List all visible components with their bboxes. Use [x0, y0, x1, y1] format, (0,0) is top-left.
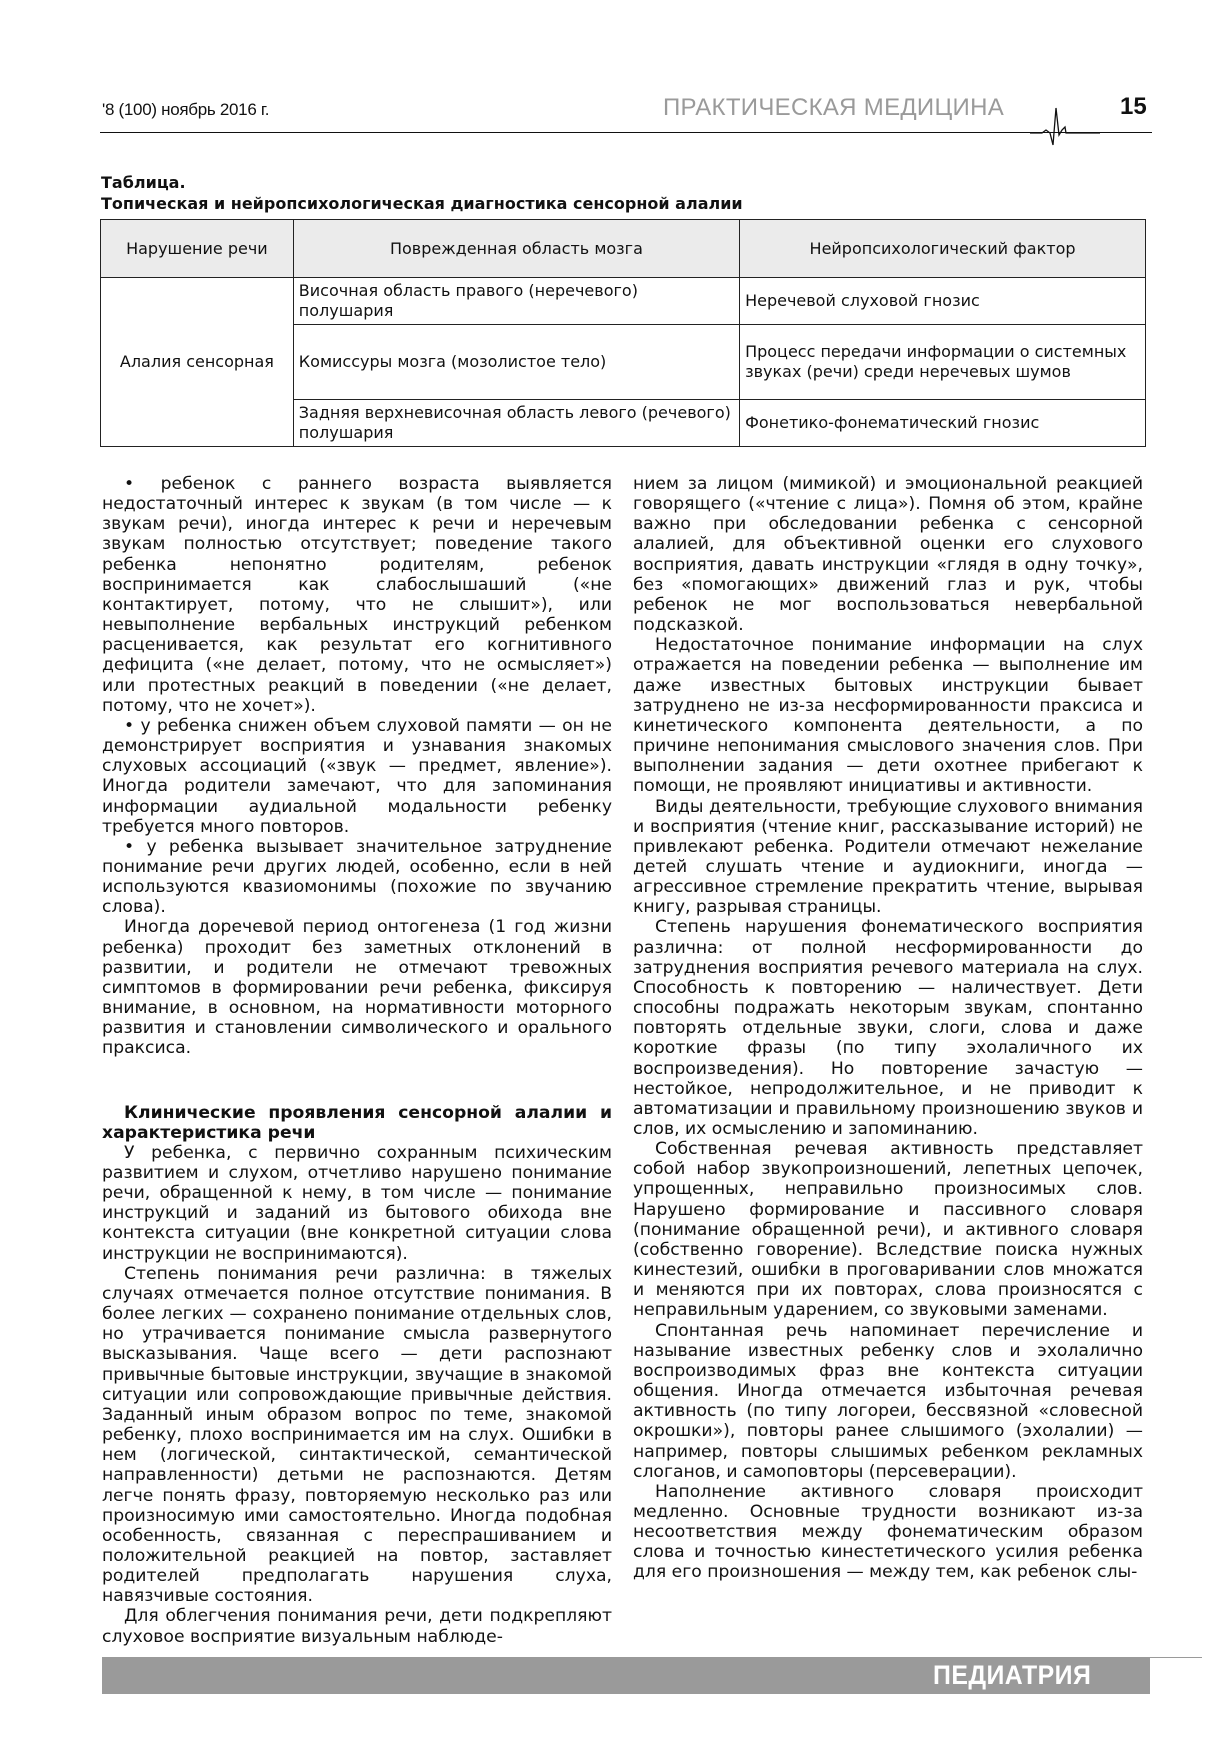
header-rule: [100, 132, 1152, 133]
body-paragraph: Степень нарушения фонематического восприятия различна: от полной несформированности до затруднения восприятия речевого материала на слух. Способность к повторению — наличествует. Дети способны подражать некоторым звукам, спонтанно повторять отдельные звуки, слоги, слова и даже короткие фразы (по типу эхолаличного их воспроизведения). Но повторение зачастую — нестойкое, непродолжительное, и не приводит к автоматизации и правильному произношению звуков и слов, их осмыслению и запоминанию.: [633, 917, 1143, 1139]
body-paragraph: • ребенок с раннего возраста выявляется недостаточный интерес к звукам (в том числе — к звукам речи), иногда интерес к речи и неречевым звукам полностью отсутствует; поведение такого ребенка непонятно родителям, ребенок воспринимается как слабослышаший («не контактирует, потому, что не слышит»), или невыполнение вербальных инструкций ребенком расценивается, как результат его когнитивного дефицита («не делает, потому, что не осмысляет») или протестных реакций в поведении («не делает, потому, что не хочет»).: [102, 474, 612, 716]
body-paragraph: нием за лицом (мимикой) и эмоциональной реакцией говорящего («чтение с лица»). Помня об этом, крайне важно при обследовании ребенка с сенсорной алалией, для объективной оценки его слухового восприятия, давать инструкции «глядя в одну точку», без «помогающих» движений глаз и рук, чтобы ребенок не мог воспользоваться невербальной подсказкой.: [633, 474, 1143, 636]
body-paragraph: Для облегчения понимания речи, дети подкрепляют слуховое восприятие визуальным наблюде-: [102, 1606, 612, 1647]
table-row: [101, 278, 1146, 325]
table-caption-title: Топическая и нейропсихологическая диагностика сенсорной алалии: [101, 194, 743, 213]
body-paragraph: • у ребенка вызывает значительное затруднение понимание речи других людей, особенно, если в ней используются квазиомонимы (похожие по звучанию слова).: [102, 836, 612, 918]
issue-info: '8 (100) ноябрь 2016 г.: [102, 100, 270, 119]
column-header: Поврежденная область мозга: [293, 220, 739, 278]
body-paragraph: Наполнение активного словаря происходит медленно. Основные трудности возникают из-за несоответствия между фонематическим образом слова и точностью кинестетического усилия ребенка для его произношения — между тем, как ребенок слы-: [633, 1481, 1143, 1583]
section-heading: Клинические проявления сенсорной алалии и характеристика речи: [102, 1102, 612, 1143]
body-paragraph: Иногда доречевой период онтогенеза (1 год жизни ребенка) проходит без заметных отклонений в развитии, и родители не отмечают тревожных симптомов в формировании речи ребенка, фиксируя внимание, в основном, на нормативности моторного развития и становлении символического и орального праксиса.: [102, 917, 612, 1059]
body-paragraph: Степень понимания речи различна: в тяжелых случаях отмечается полное отсутствие понимания. В более легких — сохранено понимание отдельных слов, но утрачивается понимание смысла развернутого высказывания. Чаще всего — дети распознают привычные бытовые инструкции, звучащие в знакомой ситуации или сопровождающие привычные действия. Заданный иным образом вопрос по теме, знакомой ребенку, плохо воспринимается им на слух. Ошибки в нем (логической, синтактической, семантической направленности) детьми не распознаются. Детям легче понять фразу, повторяемую несколько раз или произносимую ими самостоятельно. Иногда подобная особенность, связанная с переспрашиванием и положительной реакцией на повтор, заставляет родителей предполагать нарушения слуха, навязчивые состояния.: [102, 1263, 612, 1607]
brain-area-cell: Комиссуры мозга (мозолистое тело): [293, 325, 739, 400]
brain-area-cell: Височная область правого (неречевого) полушария: [293, 278, 739, 325]
body-paragraph: У ребенка, с первично сохранным психическим развитием и слухом, отчетливо нарушено понимание речи, обращенной к нему, в том числе — понимание инструкций и заданий из бытового обихода вне контекста ситуации (вне конкретной ситуации слова инструкции не воспринимаются).: [102, 1142, 612, 1264]
brain-area-cell: Задняя верхневисочная область левого (речевого) полушария: [293, 400, 739, 447]
section-spacer: [102, 1059, 612, 1103]
table-header-row: [101, 220, 1146, 278]
left-text-column: [102, 474, 612, 1647]
body-paragraph: Виды деятельности, требующие слухового внимания и восприятия (чтение книг, рассказывание историй) не привлекают ребенка. Родители отмечают нежелание детей слушать чтение и аудиокниги, иногда — агрессивное стремление прекратить чтение, вырывая книгу, разрывая страницы.: [633, 796, 1143, 918]
ecg-heartbeat-icon: [1030, 100, 1100, 150]
running-header: [100, 93, 1150, 136]
neuro-factor-cell: Неречевой слуховой гнозис: [740, 278, 1146, 325]
body-paragraph: Спонтанная речь напоминает перечисление и называние известных ребенку слов и эхолалично воспроизводимых фраз вне контекста ситуации общения. Иногда отмечается избыточная речевая активность (по типу логореи, бессвязной «словесной окрошки»), повторы ранее слышимого (эхолалии) — например, повторы слышимых ребенком рекламных слоганов, и самоповторы (персеверации).: [633, 1320, 1143, 1482]
section-label: ПЕДИАТРИЯ: [933, 1660, 1092, 1690]
page-number: 15: [1120, 93, 1147, 120]
table-caption-label: Таблица.: [101, 173, 186, 192]
neuro-factor-cell: Процесс передачи информации о системных звуках (речи) среди неречевых шумов: [740, 325, 1146, 400]
table-caption: [101, 172, 743, 214]
diagnostics-table: [100, 219, 1146, 447]
neuro-factor-cell: Фонетико-фонематический гнозис: [740, 400, 1146, 447]
body-paragraph: Собственная речевая активность представляет собой набор звукопроизношений, лепетных цепочек, упрощенных, неправильно произносимых слов. Нарушено формирование и пассивного словаря (понимание обращенной речи), и активного словаря (собственно говорение). Вследствие поиска нужных кинестезий, ошибки в проговаривании слов множатся и меняются при их повторах, слова произносятся с неправильным ударением, со звуковыми заменами.: [633, 1139, 1143, 1321]
right-text-column: [633, 474, 1143, 1583]
body-paragraph: Недостаточное понимание информации на слух отражается на поведении ребенка — выполнение им даже известных бытовых инструкции бывает затруднено не из-за несформированности праксиса и кинетического компонента деятельности, а по причине непонимания смыслового значения слов. При выполнении задания — дети охотнее прибегают к помощи, не проявляют инициативы и активности.: [633, 635, 1143, 797]
footer-rule: [1150, 1657, 1202, 1658]
column-header: Нарушение речи: [101, 220, 294, 278]
journal-title: ПРАКТИЧЕСКАЯ МЕДИЦИНА: [663, 94, 1005, 121]
column-header: Нейропсихологический фактор: [740, 220, 1146, 278]
body-paragraph: • у ребенка снижен объем слуховой памяти — он не демонстрирует восприятия и узнавания знакомых слуховых ассоциаций («звук — предмет, явление»). Иногда родители замечают, что для запоминания информации аудиальной модальности ребенку требуется много повторов.: [102, 715, 612, 837]
speech-disorder-cell: Алалия сенсорная: [101, 278, 294, 447]
